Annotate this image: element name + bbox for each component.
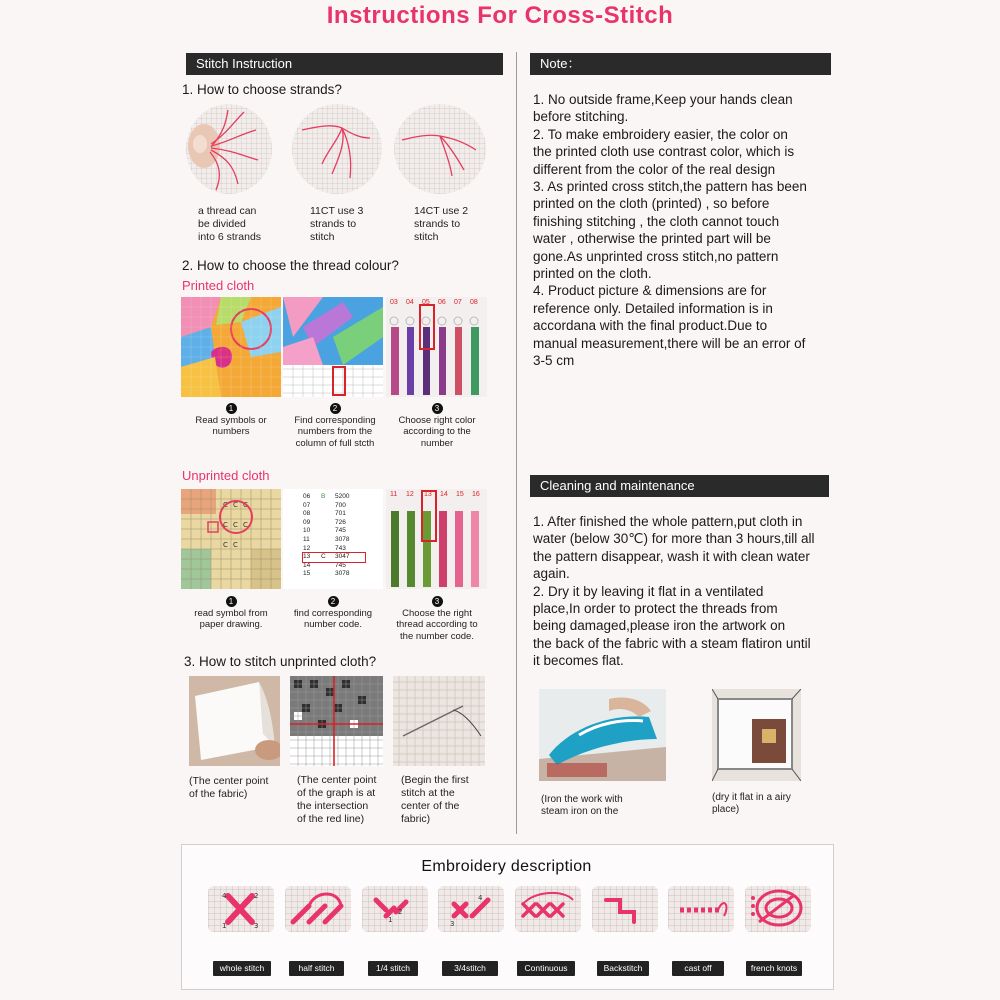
- french-knots-label: french knots: [746, 961, 802, 976]
- iron-icon: [539, 689, 666, 781]
- cleaning-text: 1. After finished the whole pattern,put cloth in water (below 30℃) for more than 3 hours,till all the pattern disappear, wash it with clean water again. 2. Dry it by leaving it flat in a ventilated place,In order to protect the threads from being damaged,please iron the artwork on the back of the fabric with a steam flatiron until it becomes flat.: [533, 514, 815, 669]
- thread-colour-heading: 2. How to choose the thread colour?: [182, 258, 399, 273]
- half-stitch-label: half stitch: [289, 961, 344, 976]
- printed-cloth-photo-2: [283, 297, 383, 397]
- svg-text:C: C: [243, 521, 248, 529]
- svg-text:1: 1: [222, 922, 227, 930]
- thread-icon: [292, 104, 382, 194]
- printed-step-1: 1 Read symbols or numbers: [195, 404, 267, 437]
- cleaning-header: Cleaning and maintenance: [530, 475, 829, 497]
- whole-stitch-label: whole stitch: [213, 961, 271, 976]
- svg-text:C: C: [243, 501, 248, 509]
- svg-text:1: 1: [388, 916, 393, 924]
- printed-cloth-threads-photo: 03 04 05 06 07 08: [386, 297, 487, 397]
- steam-iron-photo: [539, 689, 666, 781]
- svg-text:4: 4: [478, 894, 483, 902]
- half-stitch-icon: [285, 886, 351, 932]
- svg-text:3: 3: [254, 922, 259, 930]
- stitch-instruction-header: Stitch Instruction: [186, 53, 503, 75]
- svg-text:C: C: [233, 541, 238, 549]
- table-row: 07 700: [303, 501, 346, 509]
- strand-caption-3: 14CT use 2 strands to stitch: [414, 205, 469, 243]
- three-quarter-stitch-label: 3/4stitch: [442, 961, 498, 976]
- table-row-highlighted: 13 C 3047: [303, 553, 365, 562]
- svg-text:2: 2: [254, 892, 259, 900]
- svg-text:C: C: [223, 541, 228, 549]
- howto-caption-3: (Begin the first stitch at the center of the fabric): [401, 774, 469, 825]
- thread-icon: [186, 104, 272, 194]
- embroidery-title: Embroidery description: [421, 858, 592, 875]
- table-row: 08 701: [303, 510, 346, 518]
- cast-off-icon: [668, 886, 734, 932]
- quarter-stitch-icon: [362, 886, 428, 932]
- svg-text:C: C: [223, 501, 228, 509]
- svg-text:2: 2: [398, 908, 403, 916]
- how-to-stitch-heading: 3. How to stitch unprinted cloth?: [184, 654, 377, 669]
- thread-icon: [394, 104, 486, 194]
- strand-photo-11ct: [292, 104, 382, 194]
- cast-off-label: cast off: [672, 961, 724, 976]
- unprinted-code-table: [283, 489, 383, 589]
- backstitch-label: Backstitch: [597, 961, 649, 976]
- strand-photo-14ct: [394, 104, 486, 194]
- table-row: 10 745: [303, 527, 346, 535]
- fabric-center-photo: [189, 676, 280, 766]
- svg-text:C: C: [233, 501, 238, 509]
- code-table: [303, 493, 365, 579]
- svg-text:C: C: [233, 521, 238, 529]
- unprinted-step-3: 3 Choose the right thread according to the number code.: [396, 597, 478, 642]
- svg-text:C: C: [223, 521, 228, 529]
- continuous-stitch-icon: [515, 886, 581, 932]
- printed-step-2: 2 Find corresponding numbers from the column of full stcth: [294, 404, 376, 449]
- first-stitch-photo: [393, 676, 485, 766]
- quarter-stitch-label: 1/4 stitch: [368, 961, 418, 976]
- unprinted-chart-photo: [181, 489, 281, 589]
- howto-caption-2: (The center point of the graph is at the intersection of the red line): [297, 774, 377, 825]
- printed-step-3: 3 Choose right color according to the number: [398, 404, 476, 449]
- table-row: 14 745: [303, 561, 346, 569]
- backstitch-icon: [592, 886, 658, 932]
- svg-text:3: 3: [450, 920, 455, 928]
- unprinted-cloth-label: Unprinted cloth: [182, 468, 270, 483]
- table-row: 15 3078: [303, 570, 350, 578]
- page-title: Instructions For Cross-Stitch: [326, 2, 674, 29]
- svg-text:4: 4: [222, 892, 227, 900]
- printed-cloth-photo-1: [181, 297, 281, 397]
- strand-photo-6-strands: [186, 104, 272, 194]
- whole-stitch-icon: [208, 886, 274, 932]
- table-row: 06 B 5200: [303, 493, 350, 500]
- column-divider: [516, 52, 517, 834]
- french-knots-icon: [745, 886, 811, 932]
- howto-caption-1: (The center point of the fabric): [189, 775, 269, 800]
- table-row: 09 726: [303, 518, 346, 526]
- strand-caption-1: a thread can be divided into 6 strands: [198, 205, 262, 243]
- unprinted-step-2: 2 find corresponding number code.: [293, 597, 373, 630]
- note-text: 1. No outside frame,Keep your hands clean before stitching. 2. To make embroidery easier, the color on the printed cloth use contrast color, which is different from the color of the real design 3. As printed cross stitch,the pattern has been printed on the cloth (printed) , so before finishing stitching , the cloth cannot touch water , otherwise the printed part will be gone.As unprinted cross stitch,no pattern printed on the cloth. 4. Product picture & dimensions are for reference only. Detailed information is in accordana with the final product.Due to manual measurement,there will be an error of 3-5 cm: [533, 92, 807, 369]
- dry-caption: (dry it flat in a airy place): [712, 792, 791, 815]
- table-row: 11 3078: [303, 535, 350, 543]
- unprinted-cloth-threads-photo: 11 12 13 14 15 16: [386, 489, 487, 589]
- graph-center-photo: [290, 676, 383, 766]
- continuous-stitch-label: Continuous: [517, 961, 575, 976]
- dry-flat-photo: [712, 689, 801, 781]
- table-row: 12 743: [303, 544, 346, 552]
- printed-cloth-label: Printed cloth: [182, 278, 255, 293]
- note-header: Note：: [530, 53, 831, 75]
- iron-caption: (Iron the work with steam iron on the: [541, 794, 623, 817]
- unprinted-step-1: 1 read symbol from paper drawing.: [194, 597, 268, 630]
- how-to-choose-strands-heading: 1. How to choose strands?: [182, 82, 342, 97]
- strand-caption-2: 11CT use 3 strands to stitch: [310, 205, 364, 243]
- three-quarter-stitch-icon: [438, 886, 504, 932]
